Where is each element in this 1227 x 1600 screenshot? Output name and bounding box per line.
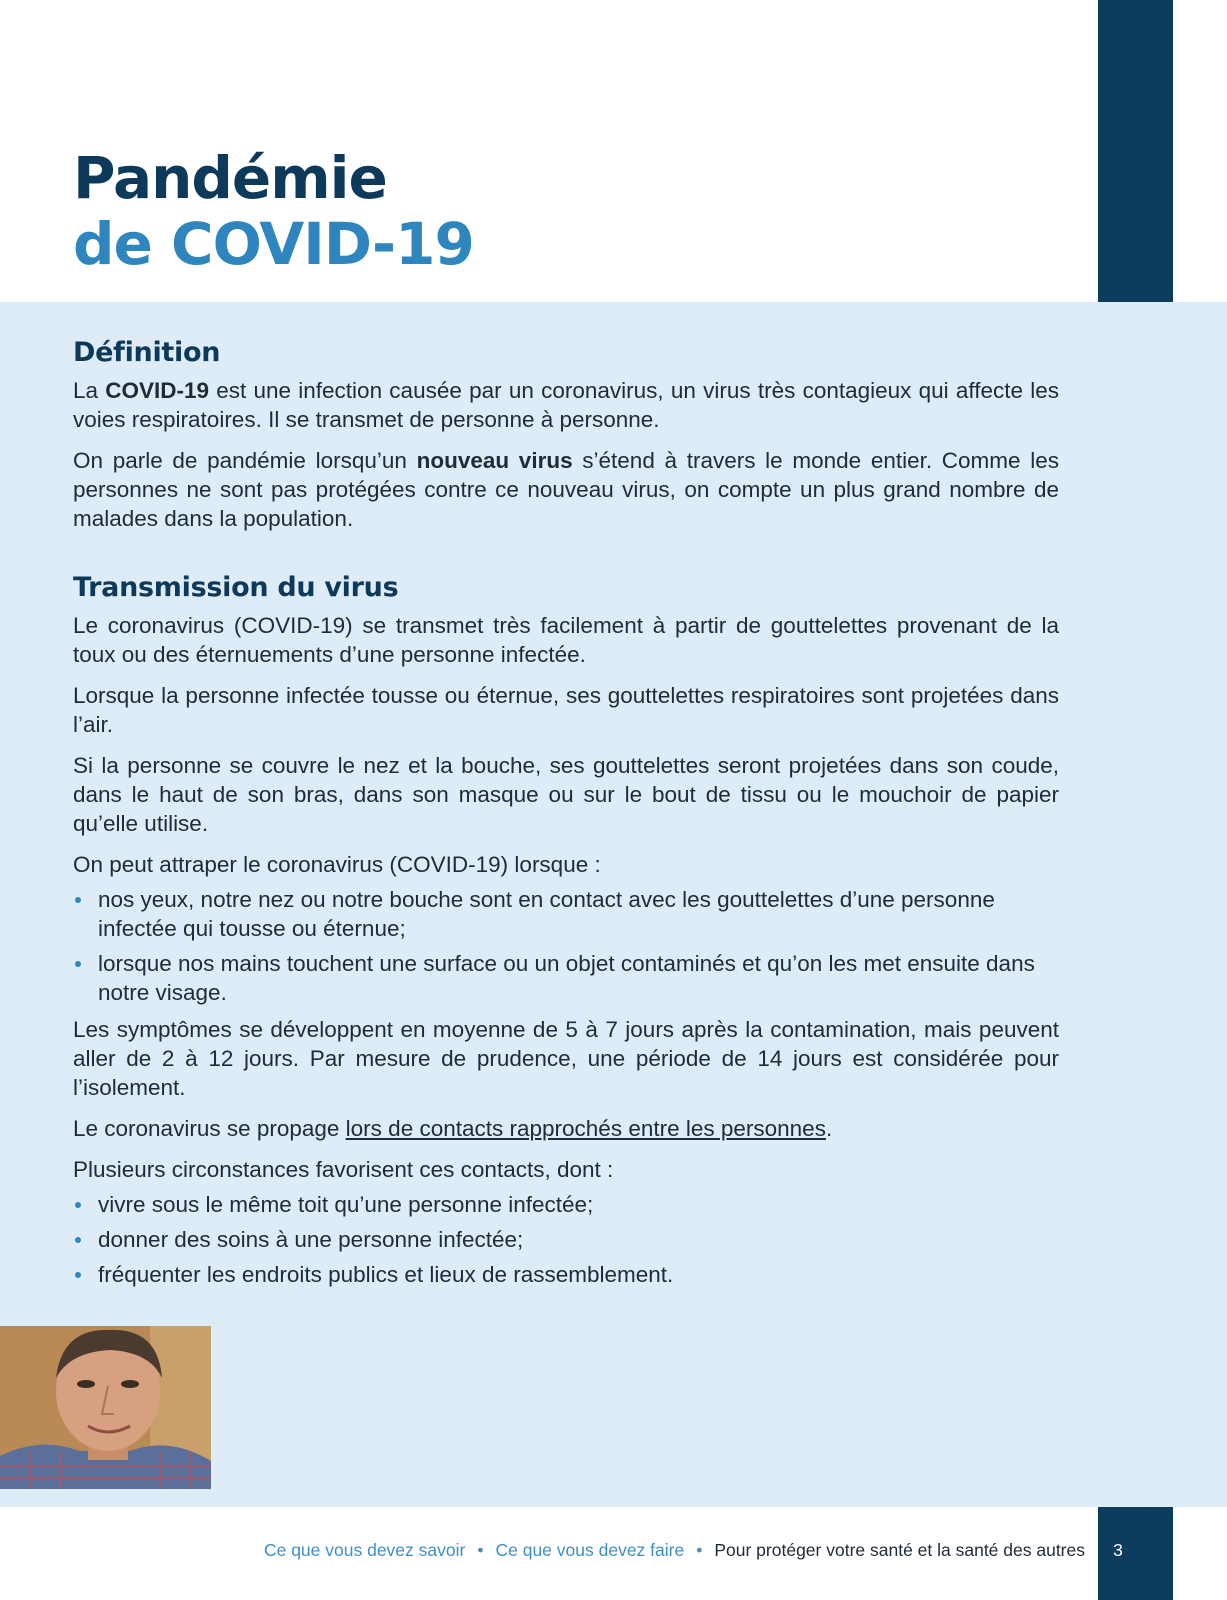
list-item: lorsque nos mains touchent une surface ou un objet contaminés et qu’on les met ensuite dans notre visage.: [73, 949, 1059, 1007]
definition-heading: Définition: [73, 337, 221, 368]
text-run: La: [73, 378, 106, 403]
transmission-paragraph-3: Si la personne se couvre le nez et la bouche, ses gouttelettes seront projetées dans son coude, dans le haut de son bras, dans son masque ou sur le bout de tissu ou le mouchoir de papier qu’elle utilise.: [73, 753, 1059, 836]
footer-link-proteger[interactable]: Pour protéger votre santé et la santé des autres: [714, 1540, 1085, 1560]
transmission-paragraph-6: [73, 1114, 1059, 1143]
circumstances-list: [73, 1190, 1059, 1289]
footer-separator: •: [696, 1540, 703, 1560]
transmission-paragraph-2: Lorsque la personne infectée tousse ou éternue, ses gouttelettes respiratoires sont projetées dans l’air.: [73, 683, 1059, 737]
transmission-paragraph-4: On peut attraper le coronavirus (COVID-19) lorsque :: [73, 852, 601, 877]
transmission-heading: Transmission du virus: [73, 572, 399, 603]
list-item: vivre sous le même toit qu’une personne infectée;: [73, 1190, 1059, 1219]
footer-nav: [0, 1540, 1085, 1561]
title-line-1: Pandémie: [73, 144, 387, 212]
bold-term: COVID-19: [105, 378, 210, 403]
transmission-paragraph-7: Plusieurs circonstances favorisent ces contacts, dont :: [73, 1157, 614, 1182]
text-run: s’étend à travers le monde entier. Comme les personnes ne sont pas protégées contre ce nouveau virus, on compte un plus grand nombre de malades dans la population.: [73, 448, 1059, 531]
underlined-text: lors de contacts rapprochés entre les personnes: [345, 1116, 826, 1141]
definition-paragraph-2: [73, 446, 1059, 533]
footer-link-savoir[interactable]: Ce que vous devez savoir: [263, 1540, 466, 1560]
definition-paragraph-1: [73, 376, 1059, 434]
transmission-paragraph-5: Les symptômes se développent en moyenne de 5 à 7 jours après la contamination, mais peuvent aller de 2 à 12 jours. Par mesure de prudence, une période de 14 jours est considérée pour l’isolement.: [73, 1017, 1059, 1100]
list-item: nos yeux, notre nez ou notre bouche sont en contact avec les gouttelettes d’une personne infectée qui tousse ou éternue;: [73, 885, 1059, 943]
page-title: [73, 145, 474, 277]
text-run: .: [825, 1116, 833, 1141]
main-content: [73, 336, 1059, 1297]
portrait-illustration: [0, 1326, 211, 1489]
list-item: fréquenter les endroits publics et lieux de rassemblement.: [73, 1260, 1059, 1289]
portrait-photo: [0, 1326, 211, 1489]
bold-term: nouveau virus: [416, 448, 573, 473]
footer-link-faire[interactable]: Ce que vous devez faire: [495, 1540, 685, 1560]
text-run: Le coronavirus se propage: [73, 1116, 346, 1141]
title-line-2: de COVID-19: [73, 210, 474, 278]
page-number: 3: [1113, 1540, 1123, 1560]
list-item: donner des soins à une personne infectée;: [73, 1225, 1059, 1254]
text-run: est une infection causée par un coronavirus, un virus très contagieux qui affecte les voies respiratoires. Il se transmet de personne à personne.: [73, 378, 1060, 432]
text-run: On parle de pandémie lorsqu’un: [73, 448, 417, 473]
contagion-list: [73, 885, 1059, 1007]
footer-separator: •: [477, 1540, 484, 1560]
transmission-paragraph-1: Le coronavirus (COVID-19) se transmet très facilement à partir de gouttelettes provenant de la toux ou des éternuements d’une personne infectée.: [73, 613, 1059, 667]
